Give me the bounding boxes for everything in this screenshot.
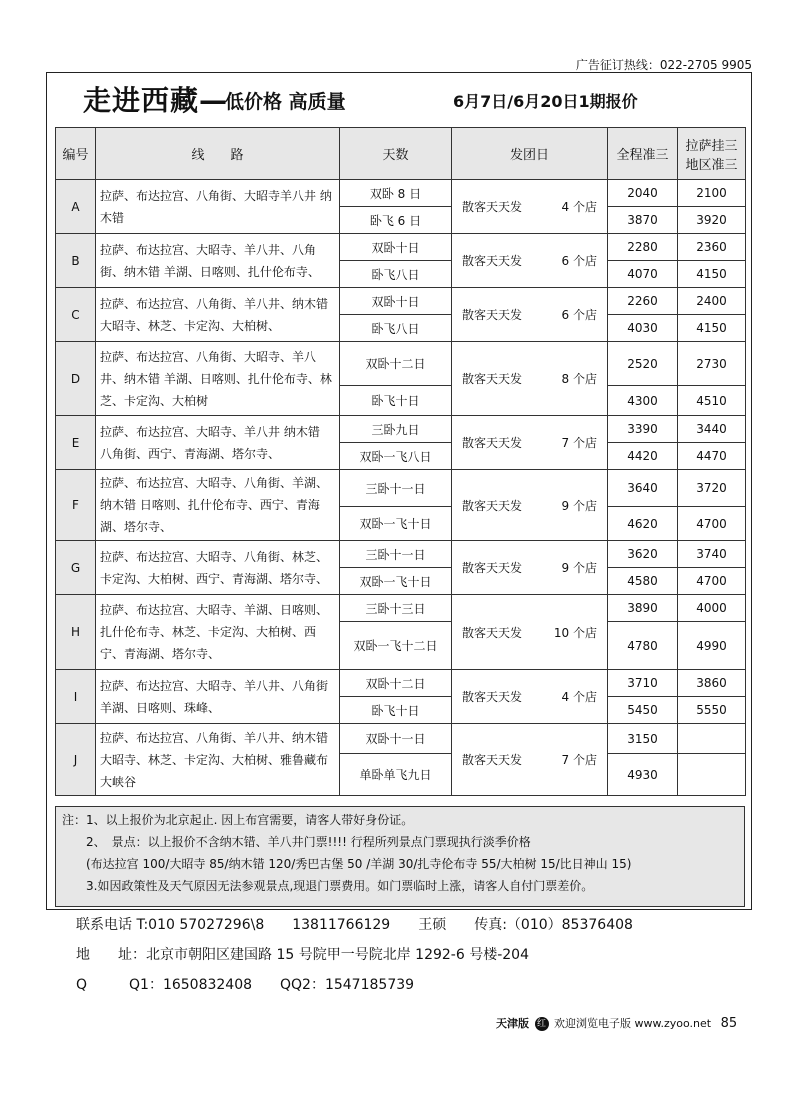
route-code: E <box>56 416 96 470</box>
departure-cell <box>452 288 608 342</box>
header-lhasa-line1: 拉萨挂三 <box>685 138 738 154</box>
price-full: 5450 <box>608 697 678 724</box>
store-count: 8 个店 <box>561 372 597 386</box>
title-row <box>47 73 751 127</box>
trip-days: 双卧一飞十日 <box>340 507 452 541</box>
departure-cell <box>452 724 608 796</box>
contact-phone: 联系电话 T:010 57027296\8 13811766129 王硕 传真:（010）85376408 <box>76 917 633 933</box>
route-description: 拉萨、布达拉宫、大昭寺、八角街、羊湖、纳木错 日喀则、扎什伦布寺、西宁、青海湖、塔尔寺、 <box>96 470 340 541</box>
price-full: 4930 <box>608 754 678 796</box>
store-count: 4 个店 <box>561 200 597 214</box>
price-period: 6月7日/6月20日1期报价 <box>453 92 638 111</box>
trip-days: 单卧单飞九日 <box>340 754 452 796</box>
store-count: 6 个店 <box>561 308 597 322</box>
price-lhasa: 3440 <box>678 416 746 443</box>
departure-cell <box>452 342 608 416</box>
route-code: F <box>56 470 96 541</box>
red-logo-icon: 红 <box>535 1017 549 1031</box>
trip-days: 双卧十二日 <box>340 342 452 386</box>
price-lhasa: 5550 <box>678 697 746 724</box>
departure-cell <box>452 595 608 670</box>
departure-cell <box>452 234 608 288</box>
route-code: A <box>56 180 96 234</box>
departure-schedule: 散客天天发 <box>462 308 523 322</box>
departure-schedule: 散客天天发 <box>462 690 523 704</box>
notes-label: 注： <box>62 813 87 827</box>
price-lhasa: 4150 <box>678 261 746 288</box>
price-full: 3640 <box>608 470 678 507</box>
price-full: 4780 <box>608 622 678 670</box>
price-lhasa: 4990 <box>678 622 746 670</box>
departure-cell <box>452 670 608 724</box>
note-line: 1、以上报价为北京起止. 因上布宫需要，请客人带好身份证。 <box>86 813 414 827</box>
title-sub: 低价格 高质量 <box>225 91 346 113</box>
route-code: G <box>56 541 96 595</box>
contact-qq: Q Q1：1650832408 QQ2：1547185739 <box>76 977 415 993</box>
trip-days: 卧飞 6 日 <box>340 207 452 234</box>
departure-schedule: 散客天天发 <box>462 254 523 268</box>
trip-days: 三卧十一日 <box>340 541 452 568</box>
route-description: 拉萨、布达拉宫、大昭寺、羊八井、八角街、纳木错 羊湖、日喀则、扎什伦布寺、 <box>96 234 340 288</box>
table-row <box>56 288 746 315</box>
price-lhasa: 4700 <box>678 568 746 595</box>
price-full: 2280 <box>608 234 678 261</box>
price-full: 4030 <box>608 315 678 342</box>
price-full: 2520 <box>608 342 678 386</box>
table-row <box>56 670 746 697</box>
trip-days: 双卧一飞八日 <box>340 443 452 470</box>
table-row <box>56 180 746 207</box>
notes-body <box>86 809 738 897</box>
store-count: 10 个店 <box>553 625 597 640</box>
route-description: 拉萨、布达拉宫、八角街、羊八井、纳木错 大昭寺、林芝、卡定沟、大柏树、 <box>96 288 340 342</box>
departure-cell <box>452 416 608 470</box>
route-code: H <box>56 595 96 670</box>
route-description: 拉萨、布达拉宫、八角街、大昭寺羊八井 纳木错 <box>96 180 340 234</box>
table-row <box>56 342 746 386</box>
table-row <box>56 416 746 443</box>
departure-cell <box>452 470 608 541</box>
trip-days: 双卧十一日 <box>340 724 452 754</box>
notes-section <box>55 806 745 907</box>
route-code: C <box>56 288 96 342</box>
table-row <box>56 541 746 568</box>
header-code: 编号 <box>56 128 96 180</box>
route-code: J <box>56 724 96 796</box>
price-full: 3390 <box>608 416 678 443</box>
edition-label: 天津版 <box>496 1017 529 1030</box>
route-description: 拉萨、布达拉宫、大昭寺、羊八井、八角街羊湖、日喀则、珠峰、 <box>96 670 340 724</box>
price-full: 4620 <box>608 507 678 541</box>
route-description: 拉萨、布达拉宫、八角街、羊八井、纳木错 大昭寺、林芝、卡定沟、大柏树、雅鲁藏布大峡谷 <box>96 724 340 796</box>
price-full: 4070 <box>608 261 678 288</box>
table-row <box>56 470 746 507</box>
tour-table-body <box>56 180 746 796</box>
price-lhasa: 2100 <box>678 180 746 207</box>
price-lhasa <box>678 724 746 754</box>
title-main: 走进西藏— <box>83 84 229 117</box>
store-count: 6 个店 <box>561 254 597 268</box>
store-count: 7 个店 <box>561 436 597 450</box>
price-lhasa: 3920 <box>678 207 746 234</box>
route-description: 拉萨、布达拉宫、大昭寺、八角街、林芝、卡定沟、大柏树、西宁、青海湖、塔尔寺、 <box>96 541 340 595</box>
departure-schedule: 散客天天发 <box>462 625 523 640</box>
trip-days: 卧飞十日 <box>340 386 452 416</box>
route-code: I <box>56 670 96 724</box>
footer-tagline: 欢迎浏览电子版 www.zyoo.net <box>554 1017 712 1030</box>
route-code: D <box>56 342 96 416</box>
trip-days: 双卧十日 <box>340 234 452 261</box>
table-row <box>56 724 746 754</box>
price-lhasa: 3860 <box>678 670 746 697</box>
table-row <box>56 234 746 261</box>
header-full-price: 全程准三 <box>608 128 678 180</box>
trip-days: 双卧一飞十二日 <box>340 622 452 670</box>
trip-days: 卧飞十日 <box>340 697 452 724</box>
price-lhasa: 3720 <box>678 470 746 507</box>
departure-cell <box>452 180 608 234</box>
price-lhasa: 4510 <box>678 386 746 416</box>
route-code: B <box>56 234 96 288</box>
price-full: 3890 <box>608 595 678 622</box>
price-full: 4580 <box>608 568 678 595</box>
store-count: 9 个店 <box>561 498 597 513</box>
trip-days: 三卧九日 <box>340 416 452 443</box>
price-lhasa: 2360 <box>678 234 746 261</box>
price-lhasa: 4150 <box>678 315 746 342</box>
header-lhasa-line2: 地区准三 <box>685 157 738 173</box>
price-full: 4420 <box>608 443 678 470</box>
trip-days: 双卧十二日 <box>340 670 452 697</box>
header-days: 天数 <box>340 128 452 180</box>
price-full: 3870 <box>608 207 678 234</box>
route-description: 拉萨、布达拉宫、八角街、大昭寺、羊八井、纳木错 羊湖、日喀则、扎什伦布寺、林芝、卡定沟、大柏树 <box>96 342 340 416</box>
price-lhasa: 3740 <box>678 541 746 568</box>
price-lhasa: 4000 <box>678 595 746 622</box>
price-lhasa: 4470 <box>678 443 746 470</box>
departure-schedule: 散客天天发 <box>462 753 523 767</box>
contact-address: 地 址：北京市朝阳区建国路 15 号院甲一号院北岸 1292-6 号楼-204 <box>76 947 529 963</box>
price-full: 3620 <box>608 541 678 568</box>
trip-days: 双卧一飞十日 <box>340 568 452 595</box>
price-full: 2040 <box>608 180 678 207</box>
header-depart: 发团日 <box>452 128 608 180</box>
page-number: 85 <box>720 1016 738 1031</box>
departure-schedule: 散客天天发 <box>462 498 523 513</box>
note-line: (布达拉宫 100/大昭寺 85/纳木错 120/秀巴古堡 50 /羊湖 30/扎寺伦布寺 55/大柏树 15/比日神山 15) <box>86 857 632 871</box>
price-lhasa: 2400 <box>678 288 746 315</box>
table-row <box>56 595 746 622</box>
store-count: 9 个店 <box>561 561 597 575</box>
price-full: 2260 <box>608 288 678 315</box>
departure-schedule: 散客天天发 <box>462 436 523 450</box>
header-route: 线 路 <box>96 128 340 180</box>
header-lhasa-price <box>678 128 746 180</box>
table-header-row <box>56 128 746 180</box>
trip-days: 卧飞八日 <box>340 261 452 288</box>
price-full: 3710 <box>608 670 678 697</box>
departure-schedule: 散客天天发 <box>462 372 523 386</box>
price-lhasa <box>678 754 746 796</box>
trip-days: 双卧 8 日 <box>340 180 452 207</box>
route-description: 拉萨、布达拉宫、大昭寺、羊湖、日喀则、扎什伦布寺、林芝、卡定沟、大柏树、西宁、青海湖、塔尔寺、 <box>96 595 340 670</box>
tour-table <box>55 127 746 796</box>
trip-days: 双卧十日 <box>340 288 452 315</box>
trip-days: 三卧十一日 <box>340 470 452 507</box>
departure-schedule: 散客天天发 <box>462 200 523 214</box>
departure-schedule: 散客天天发 <box>462 561 523 575</box>
store-count: 7 个店 <box>561 753 597 767</box>
trip-days: 卧飞八日 <box>340 315 452 342</box>
store-count: 4 个店 <box>561 690 597 704</box>
trip-days: 三卧十三日 <box>340 595 452 622</box>
ad-hotline: 广告征订热线：022-2705 9905 <box>575 58 752 72</box>
route-description: 拉萨、布达拉宫、大昭寺、羊八井 纳木错 八角街、西宁、青海湖、塔尔寺、 <box>96 416 340 470</box>
price-full: 4300 <box>608 386 678 416</box>
price-full: 3150 <box>608 724 678 754</box>
note-line: 3.如因政策性及天气原因无法参观景点,现退门票费用。如门票临时上涨，请客人自付门票差价。 <box>86 879 594 893</box>
price-lhasa: 2730 <box>678 342 746 386</box>
price-lhasa: 4700 <box>678 507 746 541</box>
departure-cell <box>452 541 608 595</box>
note-line: 2、 景点：以上报价不含纳木错、羊八井门票!!!! 行程所列景点门票现执行淡季价格 <box>86 835 531 849</box>
price-sheet <box>46 72 752 910</box>
page-footer <box>496 1015 737 1031</box>
